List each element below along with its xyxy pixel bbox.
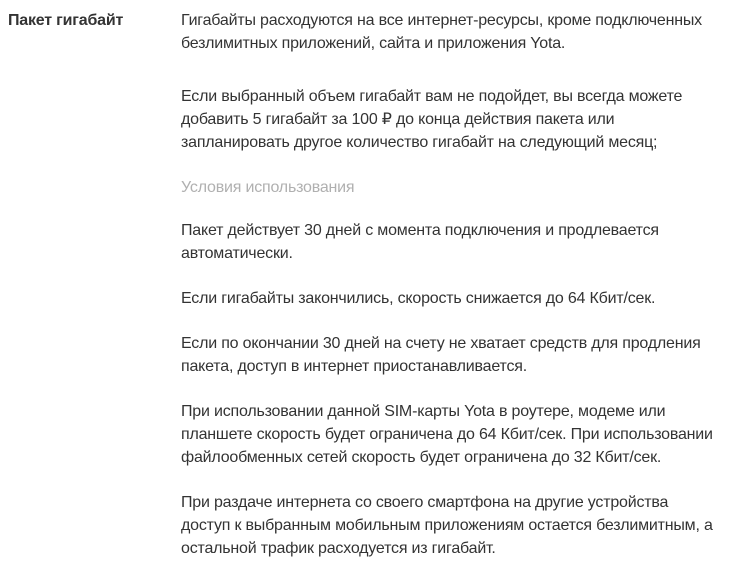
terms-paragraph: Пакет действует 30 дней с момента подключения и продлевается автоматически. bbox=[181, 222, 659, 262]
package-label-column bbox=[0, 9, 181, 32]
package-description-column bbox=[181, 9, 716, 582]
description-paragraph: Если выбранный объем гигабайт вам не подойдет, вы всегда можете добавить 5 гигабайт за 100 ₽ до конца действия пакета или запланировать другое количество гигабайт на следующий месяц; bbox=[181, 88, 683, 151]
description-paragraph: Гигабайты расходуются на все интернет-ресурсы, кроме подключенных безлимитных приложений, сайта и приложения Yota. bbox=[181, 12, 702, 52]
terms-paragraph: Если гигабайты закончились, скорость снижается до 64 Кбит/сек. bbox=[181, 290, 656, 307]
terms-paragraph: Если по окончании 30 дней на счету не хватает средств для продления пакета, доступ в интернет приостанавливается. bbox=[181, 335, 701, 375]
terms-of-use-heading: Условия использования bbox=[181, 179, 355, 196]
package-title: Пакет гигабайт bbox=[8, 12, 124, 29]
terms-paragraph: При раздаче интернета со своего смартфона на другие устройства доступ к выбранным мобильным приложениям остается безлимитным, а остальной трафик расходуется из гигабайт. bbox=[181, 494, 713, 557]
terms-paragraph: При использовании данной SIM-карты Yota в роутере, модеме или планшете скорость будет ограничена до 64 Кбит/сек. При использовании файлообменных сетей скорость будет ограничена до 32 Кбит/сек. bbox=[181, 403, 713, 466]
